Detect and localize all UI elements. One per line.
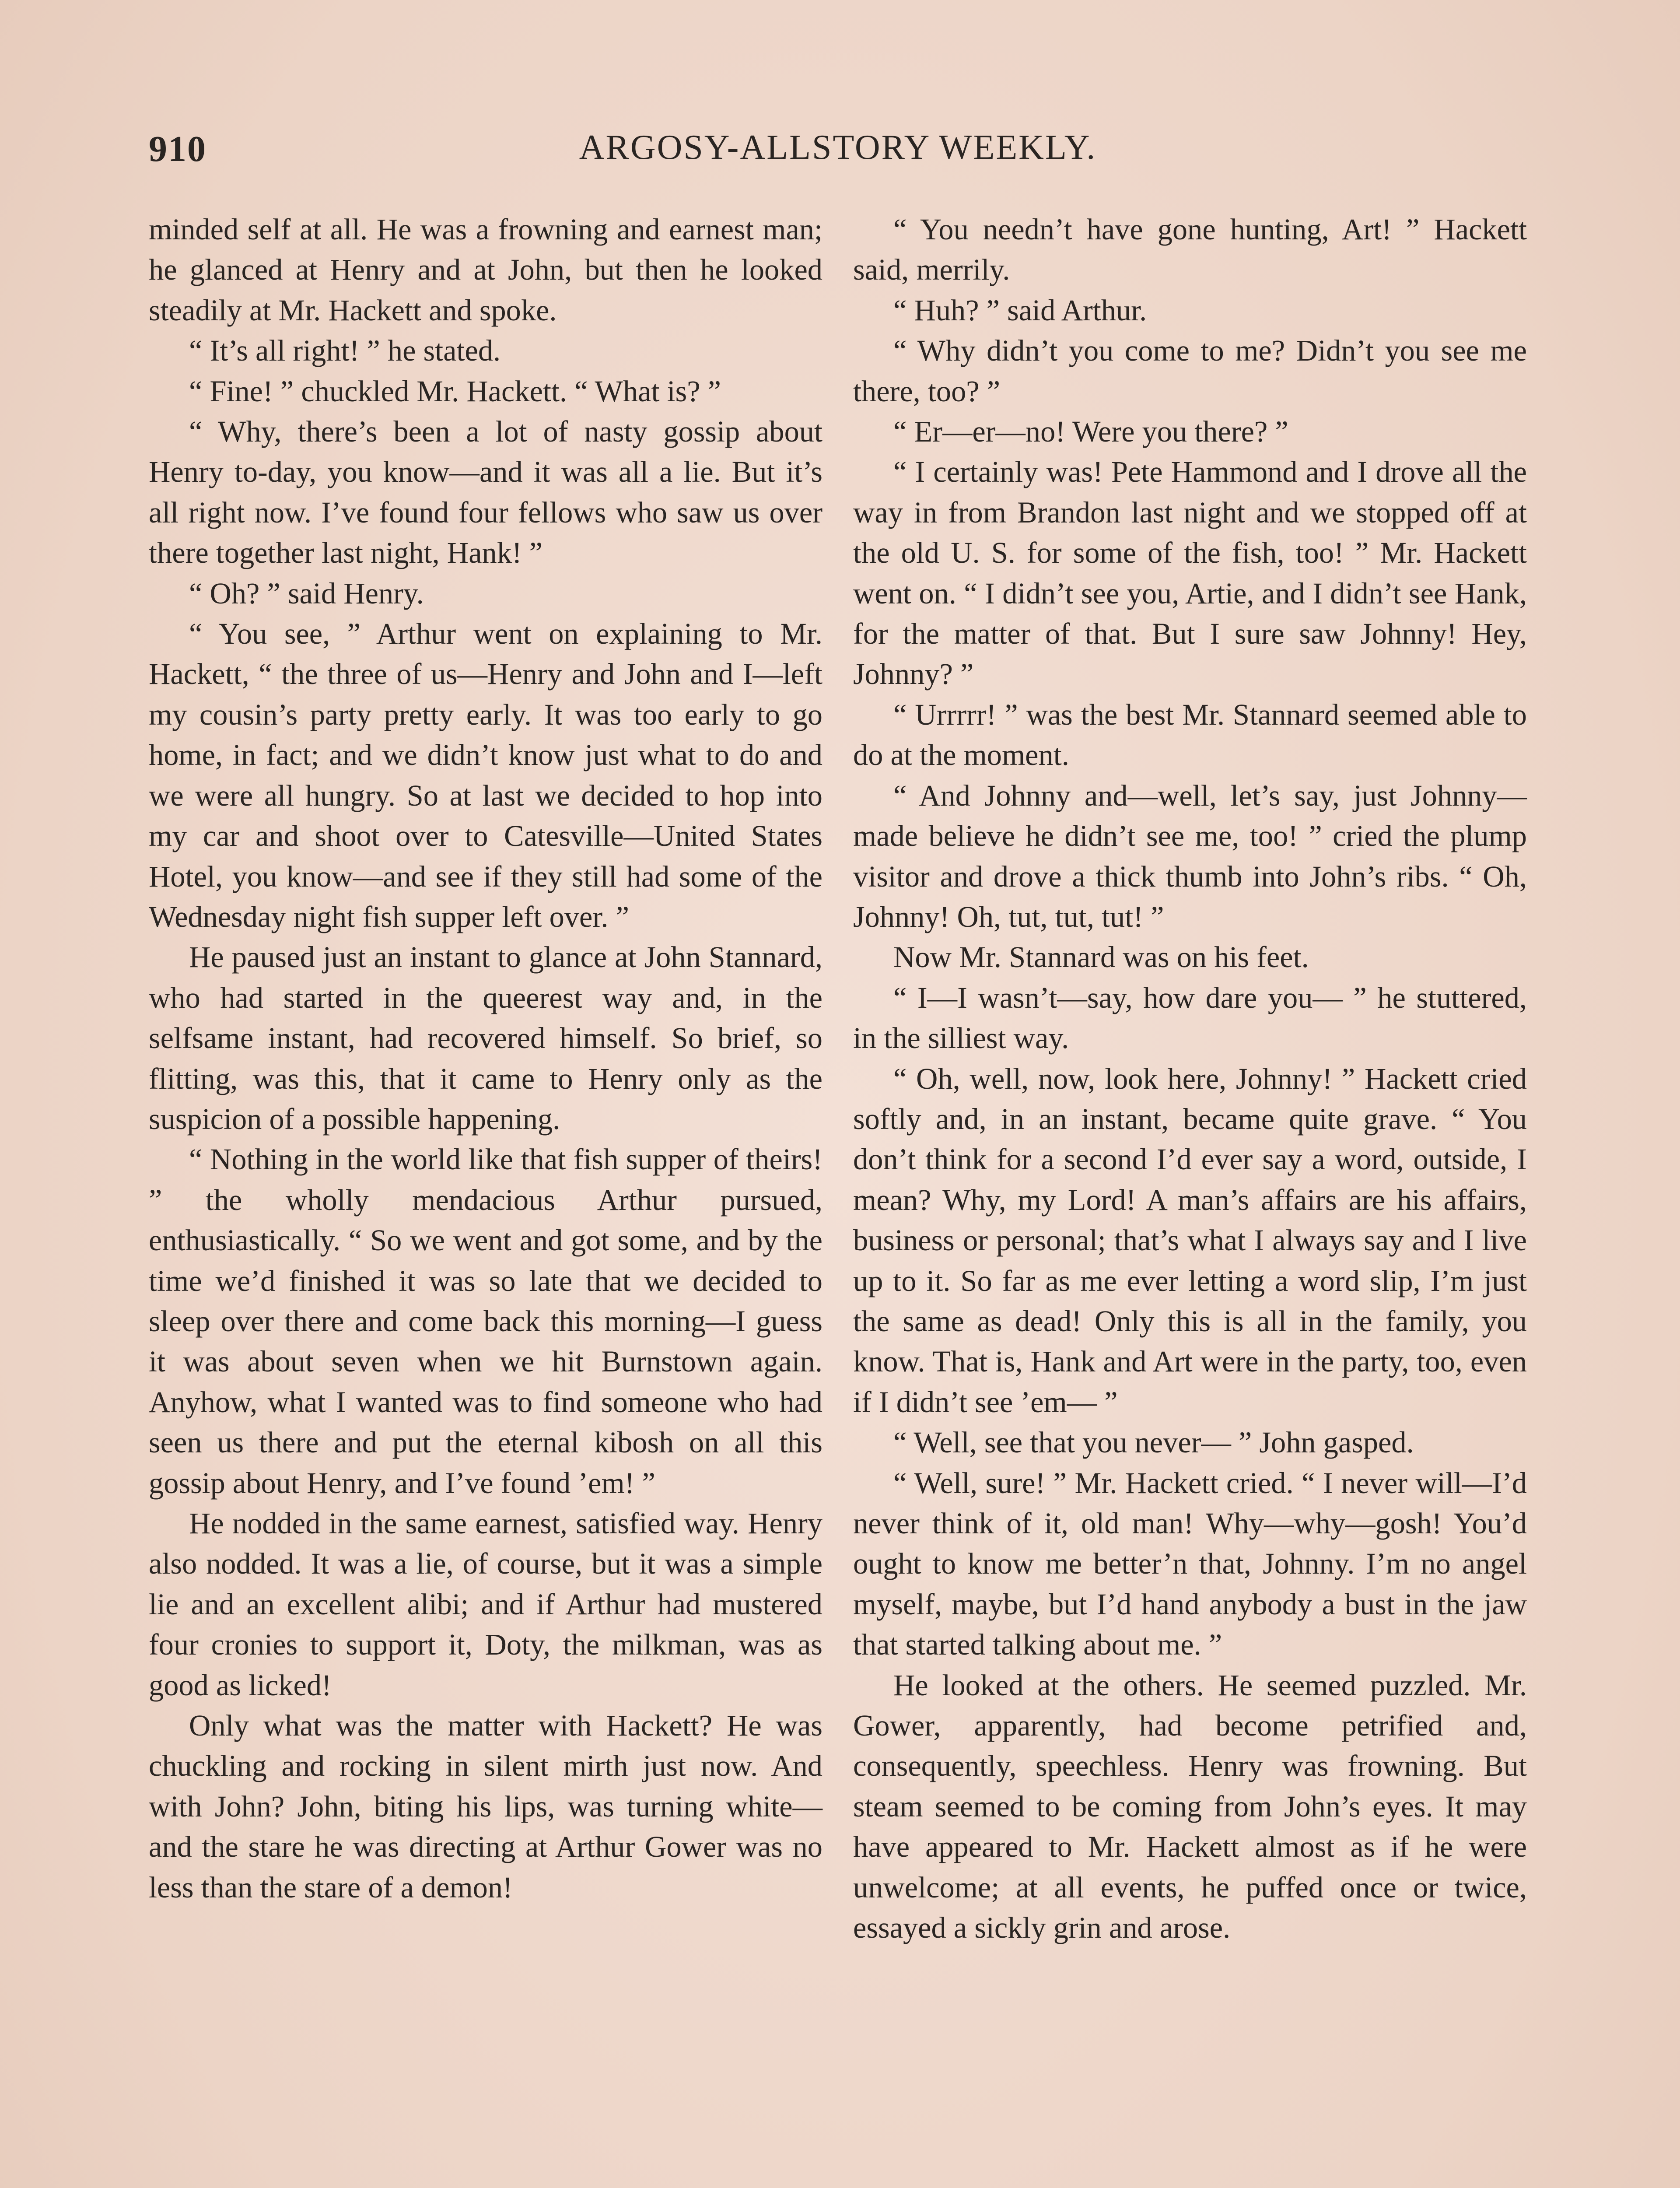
paragraph: He paused just an instant to glance at John Stannard, who had started in the queerest way and, in the selfsame instant, had recovered himself. So brief, so flitting, was this, that it came to Henry only as the suspicion of a possible happening. (149, 940, 822, 1136)
paragraph: “ Urrrrr! ” was the best Mr. Stannard seemed able to do at the moment. (853, 698, 1527, 772)
paragraph: “ Fine! ” chuckled Mr. Hackett. “ What is? ” (189, 374, 721, 408)
page-header (149, 128, 1527, 180)
paragraph: “ Well, sure! ” Mr. Hackett cried. “ I never will—I’d never think of it, old man! Why—why—gosh! You’d ought to know me better’n that, Johnny. I’m no angel myself, maybe, but I’d hand anybody a bust in the jaw that started talking about me. ” (853, 1466, 1527, 1662)
paragraph: He looked at the others. He seemed puzzled. Mr. Gower, apparently, had become petrified and, consequently, speechless. Henry was frowning. But steam seemed to be coming from John’s eyes. It may have appeared to Mr. Hackett almost as if he were unwelcome; at all events, he puffed once or twice, essayed a sickly grin and arose. (853, 1668, 1527, 1945)
paragraph: “ Er—er—no! Were you there? ” (893, 415, 1288, 449)
paragraph: “ I—I wasn’t—say, how dare you— ” he stuttered, in the silliest way. (853, 981, 1527, 1055)
paragraph: “ Nothing in the world like that fish supper of theirs! ” the wholly mendacious Arthur pursued, enthusiastically. “ So we went and got some, and by the time we’d finished it was so late that we decided to sleep over there and come back this morning—I guess it was about seven when we hit Burnstown again. Anyhow, what I wanted was to find someone who had seen us there and put the eternal kibosh on all this gossip about Henry, and I’ve found ’em! ” (149, 1143, 822, 1500)
paragraph: “ It’s all right! ” he stated. (189, 334, 501, 368)
paragraph: “ Well, see that you never— ” John gasped. (893, 1426, 1414, 1459)
left-column (149, 209, 822, 1907)
paragraph: He nodded in the same earnest, satisfied way. Henry also nodded. It was a lie, of course, but it was a simple lie and an excellent alibi; and if Arthur had mustered four cronies to support it, Doty, the milkman, was as good as licked! (149, 1507, 822, 1702)
paragraph: “ Oh, well, now, look here, Johnny! ” Hackett cried softly and, in an instant, became quite grave. “ You don’t think for a second I’d ever say a word, outside, I mean? Why, my Lord! A man’s affairs are his affairs, business or personal; that’s what I always say and I live up to it. So far as me ever letting a word slip, I’m just the same as dead! Only this is all in the family, you know. That is, Hank and Art were in the party, too, even if I didn’t see ’em— ” (853, 1062, 1527, 1419)
paragraph: “ You needn’t have gone hunting, Art! ” Hackett said, merrily. (853, 213, 1527, 287)
paragraph: “ You see, ” Arthur went on explaining to Mr. Hackett, “ the three of us—Henry and John and I—left my cousin’s party pretty early. It was too early to go home, in fact; and we didn’t know just what to do and we were all hungry. So at last we decided to hop into my car and shoot over to Catesville—United States Hotel, you know—and see if they still had some of the Wednesday night fish supper left over. ” (149, 617, 822, 933)
paragraph: “ Huh? ” said Arthur. (893, 293, 1147, 327)
paragraph: “ Oh? ” said Henry. (189, 576, 424, 610)
paragraph: “ Why, there’s been a lot of nasty gossip about Henry to-day, you know—and it was all a lie. But it’s all right now. I’ve found four fellows who saw us over there together last night, Hank! ” (149, 415, 822, 570)
page-number: 910 (149, 129, 206, 169)
right-column (853, 209, 1527, 1948)
paragraph: “ And Johnny and—well, let’s say, just Johnny—made believe he didn’t see me, too! ” cried the plump visitor and drove a thick thumb into John’s ribs. “ Oh, Johnny! Oh, tut, tut, tut! ” (853, 778, 1527, 933)
paragraph: “ Why didn’t you come to me? Didn’t you see me there, too? ” (853, 334, 1527, 408)
paragraph: Only what was the matter with Hackett? He was chuckling and rocking in silent mirth just now. And with John? John, biting his lips, was turning white—and the stare he was directing at Arthur Gower was no less than the stare of a demon! (149, 1709, 822, 1904)
paragraph: Now Mr. Stannard was on his feet. (893, 940, 1309, 974)
paragraph: minded self at all. He was a frowning and earnest man; he glanced at Henry and at John, but then he looked steadily at Mr. Hackett and spoke. (149, 213, 822, 327)
paragraph: “ I certainly was! Pete Hammond and I drove all the way in from Brandon last night and we stopped off at the old U. S. for some of the fish, too! ” Mr. Hackett went on. “ I didn’t see you, Artie, and I didn’t see Hank, for the matter of that. But I sure saw Johnny! Hey, Johnny? ” (853, 455, 1527, 691)
running-title: ARGOSY-ALLSTORY WEEKLY. (579, 128, 1097, 167)
